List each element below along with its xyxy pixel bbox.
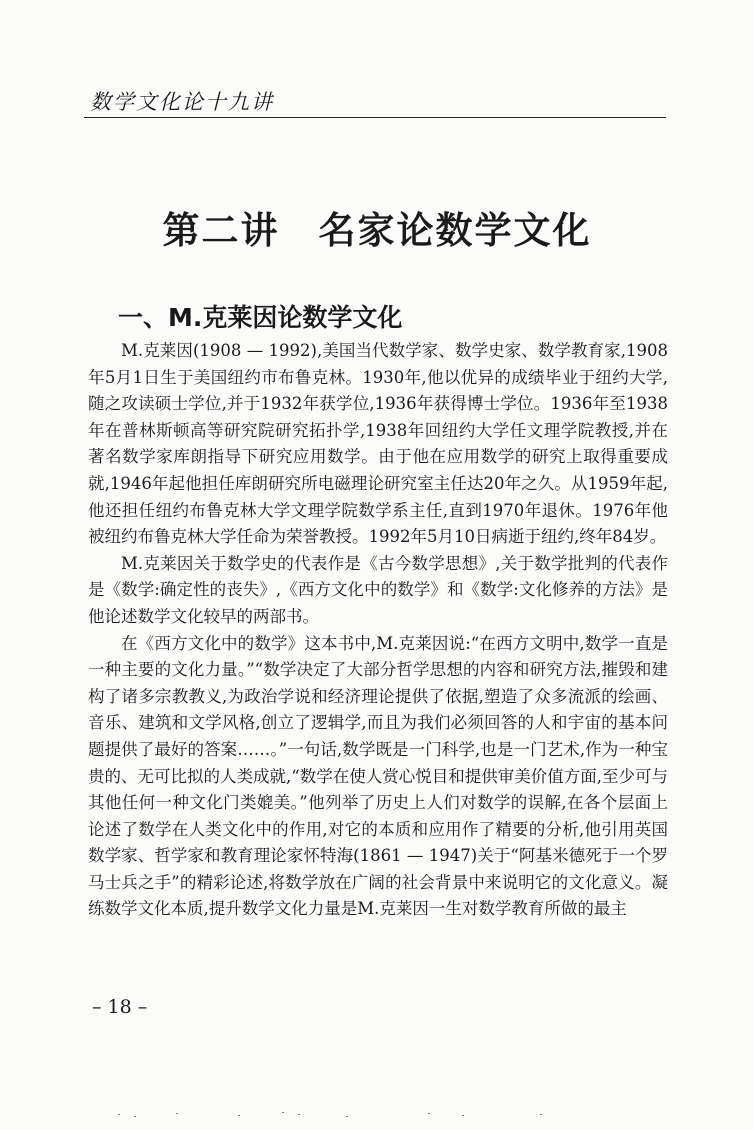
paragraph-biography: M.克莱因(1908 — 1992),美国当代数学家、数学史家、数学教育家,1908年5月1日生于美国纽约市布鲁克林。1930年,他以优异的成绩毕业于纽约大学,随之攻读硕士学位,并于1932年获学位,1936年获得博士学位。1936年至1938年在普林斯顿高等研究院研究拓扑学,1938年回纽约大学任文理学院教授,并在著名数学家库朗指导下研究应用数学。由于他在应用数学的研究上取得重要成就,1946年起他担任库朗研究所电磁理论研究室主任达20年之久。从1959年起,他还担任纽约布鲁克林大学文理学院数学系主任,直到1970年退休。1976年他被纽约布鲁克林大学任命为荣誉教授。1992年5月10日病逝于纽约,终年84岁。 (88, 341, 668, 547)
section-heading: 一、M.克莱因论数学文化 (118, 303, 403, 332)
header-rule (84, 117, 666, 118)
chapter-title: 第二讲 名家论数学文化 (162, 209, 592, 252)
scan-artifacts (0, 1110, 754, 1130)
paragraph-western-culture: 在《西方文化中的数学》这本书中,M.克莱因说:“在西方文明中,数学一直是一种主要的文化力量。”“数学决定了大部分哲学思想的内容和研究方法,摧毁和建构了诸多宗教教义,为政治学说和经济理论提供了依据,塑造了众多流派的绘画、音乐、建筑和文学风格,创立了逻辑学,而且为我们必须回答的人和宇宙的基本问题提供了最好的答案……。”一句话,数学既是一门科学,也是一门艺术,作为一种宝贵的、无可比拟的人类成就,“数学在使人赏心悦目和提供审美价值方面,至少可与其他任何一种文化门类媲美。”他列举了历史上人们对数学的误解,在各个层面上论述了数学在人类文化中的作用,对它的本质和应用作了精要的分析,他引用英国数学家、哲学家和教育理论家怀特海(1861 — 1947)关于“阿基米德死于一个罗马士兵之手”的精彩论述,将数学放在广阔的社会背景中来说明它的文化意义。凝练数学文化本质,提升数学文化力量是M.克莱因一生对数学教育所做的最主 (88, 633, 668, 919)
paragraph-works: M.克莱因关于数学史的代表作是《古今数学思想》,关于数学批判的代表作是《数学:确定性的丧失》,《西方文化中的数学》和《数学:文化修养的方法》是他论述数学文化较早的两部书。 (88, 553, 668, 626)
running-header: 数学文化论十九讲 (90, 90, 274, 114)
page-number: – 18 – (92, 996, 148, 1018)
body-text (88, 338, 668, 923)
